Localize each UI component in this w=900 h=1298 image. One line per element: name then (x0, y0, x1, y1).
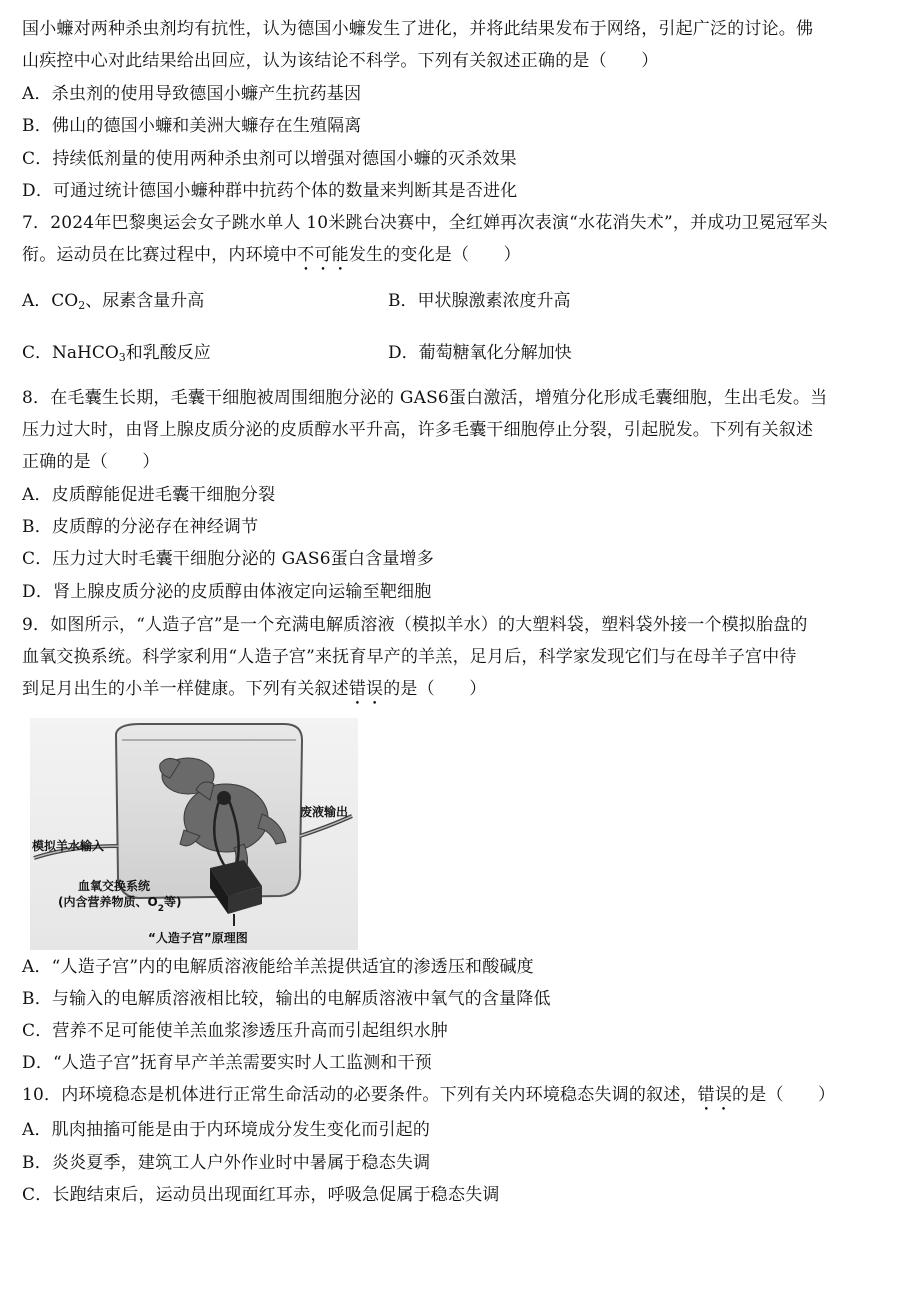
question-9-stem-text-end: 的是（ ） (383, 679, 487, 699)
question-6-option-d: D．可通过统计德国小蠊种群中抗药个体的数量来判断其是否进化 (22, 181, 518, 201)
question-6-option-b: B．佛山的德国小蠊和美洲大蠊存在生殖隔离 (22, 116, 362, 136)
question-9-emphasis: 错误 (348, 679, 384, 699)
question-7-stem-line-2 (22, 243, 882, 267)
question-10-stem-text: 10．内环境稳态是机体进行正常生命活动的必要条件。下列有关内环境稳态失调的叙述， (22, 1085, 698, 1105)
question-8-option-c: C．压力过大时毛囊干细胞分泌的 GAS6蛋白含量增多 (22, 549, 434, 569)
question-7-option-d: D．葡萄糖氧化分解加快 (388, 343, 572, 363)
question-9-option-a: A．“人造子宫”内的电解质溶液能给羊羔提供适宜的渗透压和酸碱度 (22, 957, 534, 977)
label-contents-text: (内含营养物质、O (58, 895, 158, 909)
label-fluid-input: 模拟羊水输入 (32, 839, 105, 853)
artificial-womb-figure (30, 718, 358, 950)
question-10-option-b: B．炎炎夏季，建筑工人户外作业时中暑属于稳态失调 (22, 1153, 431, 1173)
question-7-stem-text: 衔。运动员在比赛过程中，内环境中 (22, 245, 298, 265)
question-8-stem-line-1: 8．在毛囊生长期，毛囊干细胞被周围细胞分泌的 GAS6蛋白激活，增殖分化形成毛囊细胞，生出毛发。当 (22, 388, 828, 408)
question-6-stem-line-2: 山疾控中心对此结果给出回应，认为该结论不科学。下列有关叙述正确的是（ ） (22, 51, 659, 71)
question-9-stem-line-1: 9．如图所示，“人造子宫”是一个充满电解质溶液（模拟羊水）的大塑料袋，塑料袋外接一个模拟胎盘的 (22, 615, 808, 635)
artificial-womb-diagram (30, 718, 358, 950)
question-9-stem-text: 到足月出生的小羊一样健康。下列有关叙述 (22, 679, 349, 699)
question-7-option-a (22, 289, 204, 313)
option-a-text-end: 、尿素含量升高 (85, 291, 205, 311)
question-9-stem-line-2: 血氧交换系统。科学家利用“人造子宫”来抚育早产的羊羔，足月后，科学家发现它们与在母羊子宫中待 (22, 647, 797, 667)
question-7-stem-line-1: 7．2024年巴黎奥运会女子跳水单人 10米跳台决赛中，全红婵再次表演“水花消失术”，并成功卫冕冠军头 (22, 213, 828, 233)
option-c-subscript: 3 (118, 351, 126, 364)
question-10-emphasis: 错误 (697, 1085, 733, 1105)
question-8-option-d: D．肾上腺皮质分泌的皮质醇由体液定向运输至靶细胞 (22, 582, 432, 602)
emphasis-text: 不可能 (297, 245, 349, 265)
question-8-stem-line-3: 正确的是（ ） (22, 452, 160, 472)
question-6-option-a: A．杀虫剂的使用导致德国小蠊产生抗药基因 (22, 84, 362, 104)
question-8-stem-line-2: 压力过大时，由肾上腺皮质分泌的皮质醇水平升高，许多毛囊干细胞停止分裂，引起脱发。下列有关叙述 (22, 420, 814, 440)
option-c-text: C．NaHCO (22, 343, 119, 363)
label-contents-subscript: 2 (157, 904, 164, 914)
label-contents-text-end: 等) (163, 895, 182, 909)
question-6-stem-line-1: 国小蠊对两种杀虫剂均有抗性，认为德国小蠊发生了进化，并将此结果发布于网络，引起广泛的讨论。佛 (22, 19, 814, 39)
question-10-option-a: A．肌肉抽搐可能是由于内环境成分发生变化而引起的 (22, 1120, 431, 1140)
option-c-text-end: 和乳酸反应 (125, 343, 211, 363)
question-10-stem-text-end: 的是（ ） (732, 1085, 836, 1105)
question-6-option-c: C．持续低剂量的使用两种杀虫剂可以增强对德国小蠊的灭杀效果 (22, 149, 517, 169)
question-9-option-b: B．与输入的电解质溶液相比较，输出的电解质溶液中氧气的含量降低 (22, 989, 551, 1009)
question-7-emphasis (297, 245, 349, 265)
question-8-option-a: A．皮质醇能促进毛囊干细胞分裂 (22, 485, 276, 505)
label-waste-output: 废液输出 (300, 805, 349, 819)
question-9-stem-line-3 (22, 677, 882, 701)
figure-caption: “人造子宫”原理图 (148, 931, 248, 945)
question-9-option-c: C．营养不足可能使羊羔血浆渗透压升高而引起组织水肿 (22, 1021, 449, 1041)
question-9-option-d: D．“人造子宫”抚育早产羊羔需要实时人工监测和干预 (22, 1053, 433, 1073)
question-8-option-b: B．皮质醇的分泌存在神经调节 (22, 517, 259, 537)
umbilical-connector (217, 791, 231, 805)
question-7-option-c (22, 341, 211, 365)
question-7-stem-text-end: 发生的变化是（ ） (348, 245, 521, 265)
question-10-stem-line-1 (22, 1083, 882, 1107)
question-10-option-c: C．长跑结束后，运动员出现面红耳赤，呼吸急促属于稳态失调 (22, 1185, 500, 1205)
option-a-text: A．CO (22, 291, 79, 311)
label-exchange-system: 血氧交换系统 (78, 879, 151, 893)
option-a-subscript: 2 (78, 299, 86, 312)
question-7-option-b: B．甲状腺激素浓度升高 (388, 291, 571, 311)
